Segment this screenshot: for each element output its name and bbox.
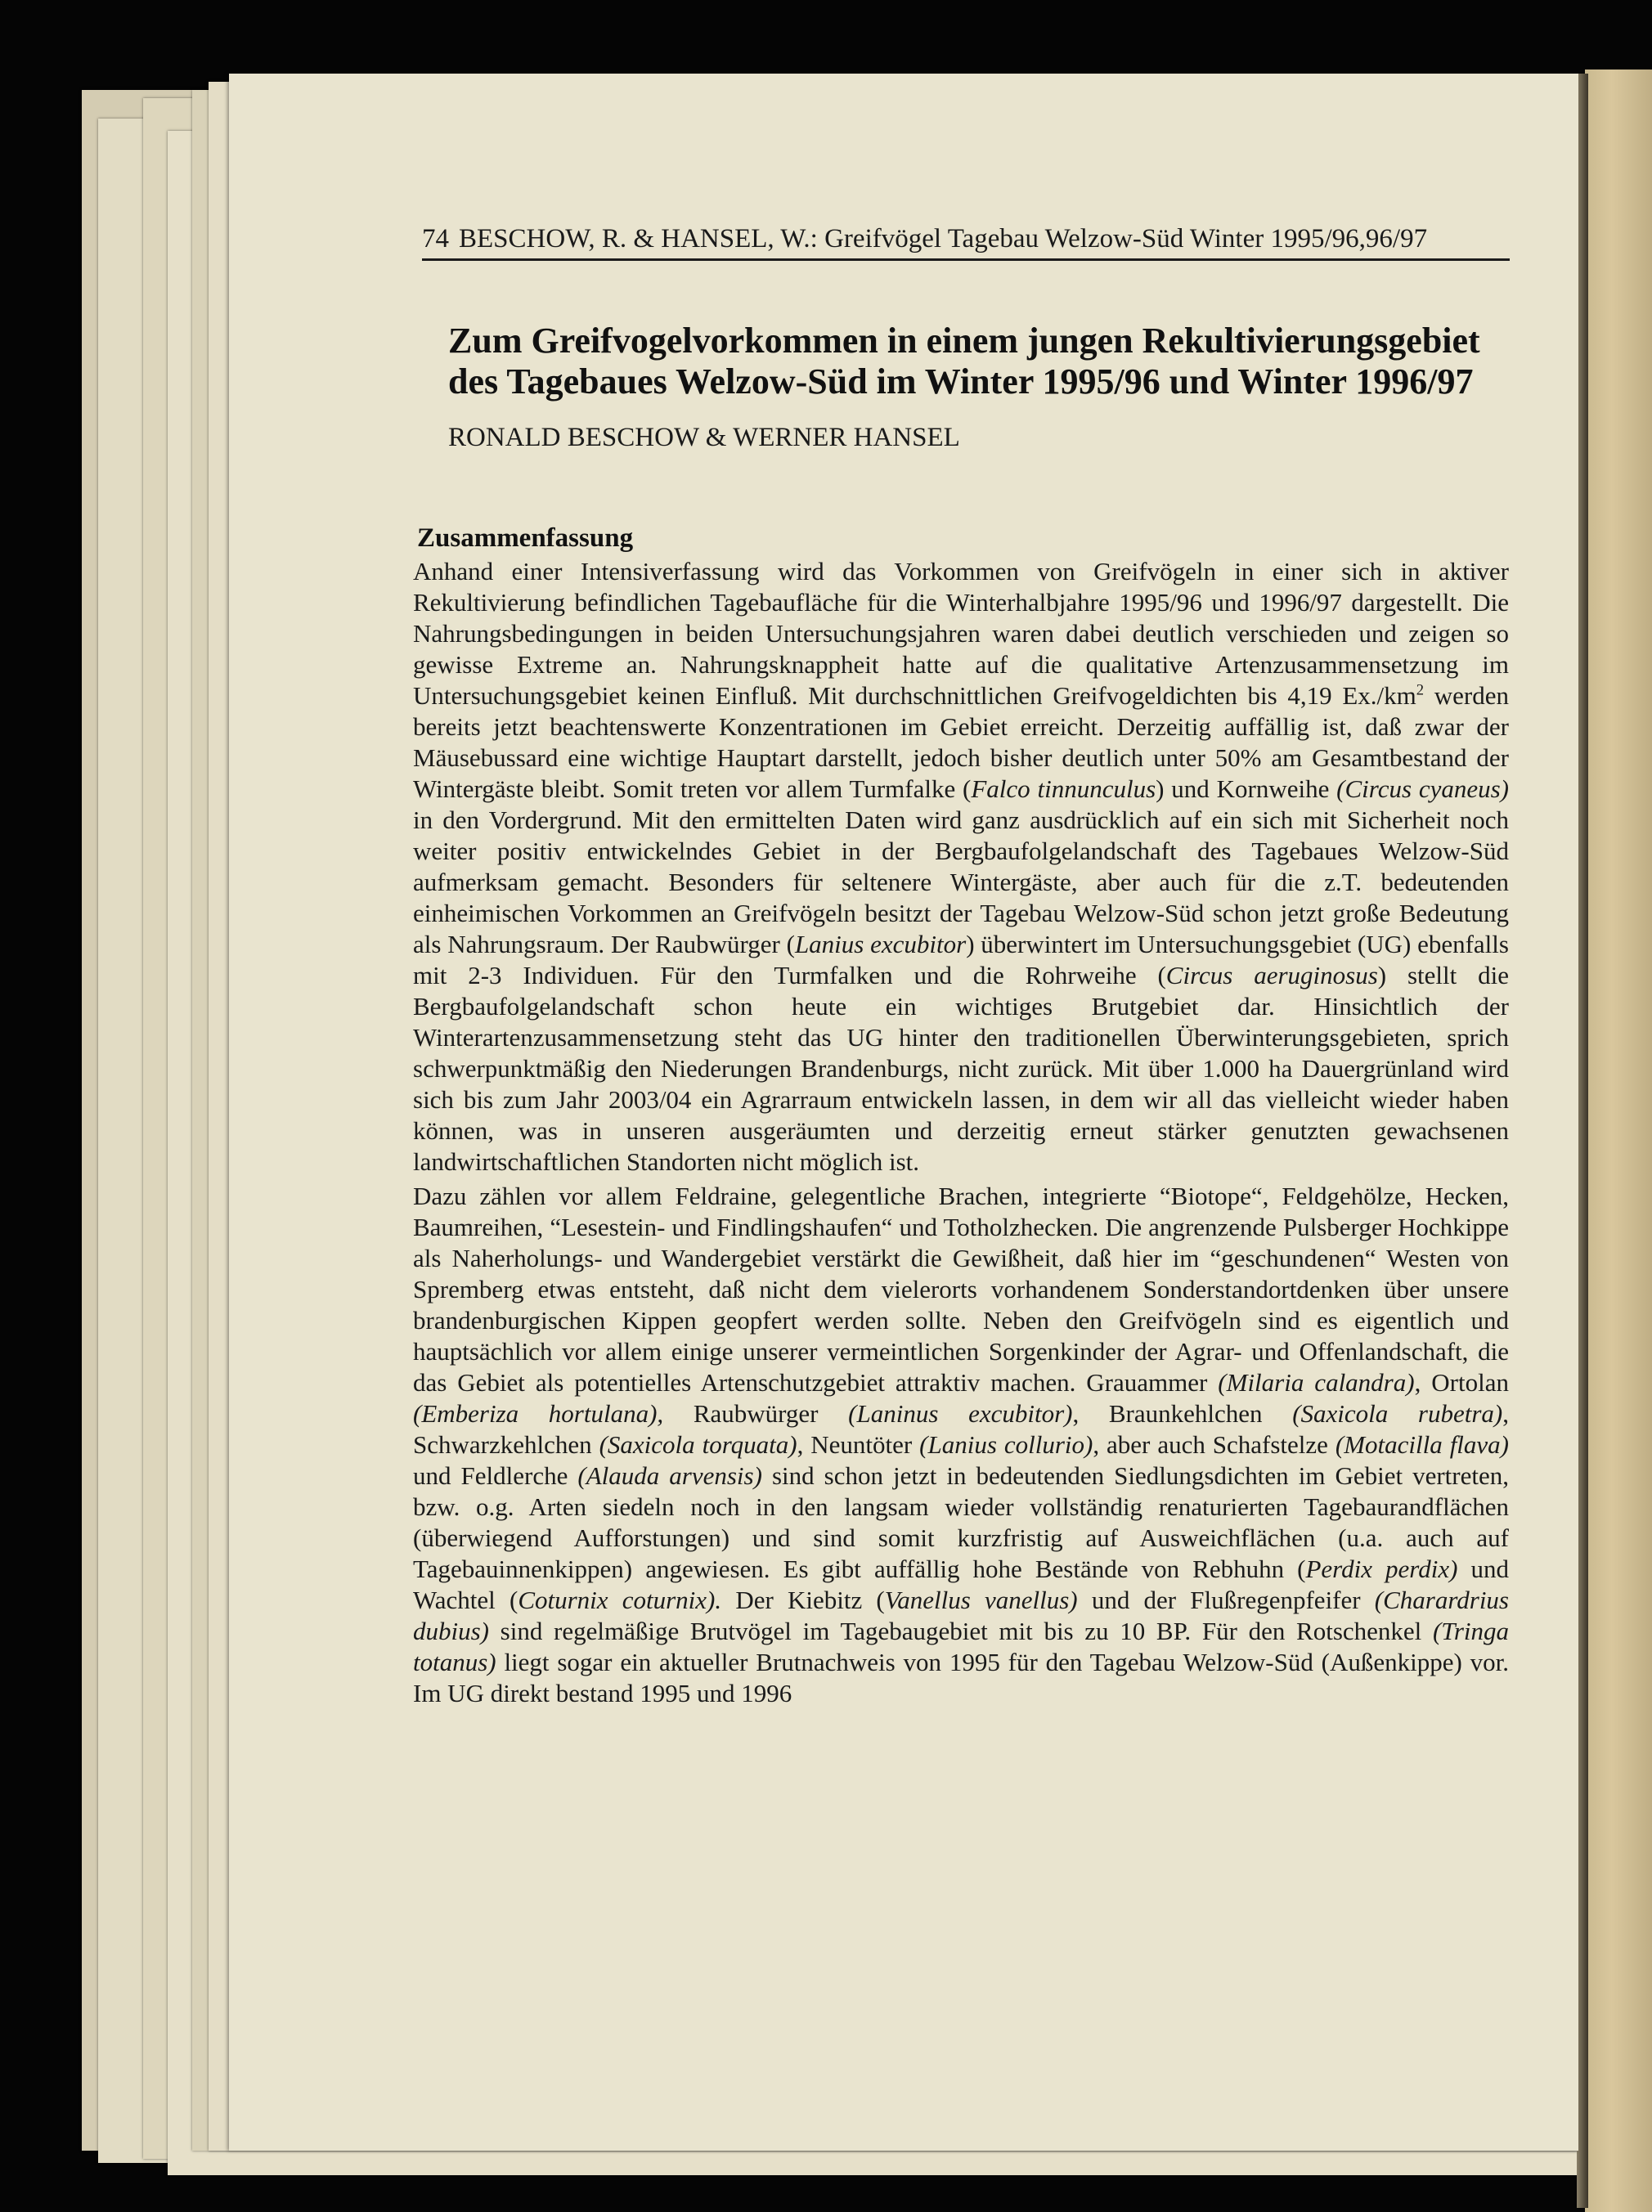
facing-page-edge (1585, 70, 1652, 2212)
book-gutter (1577, 74, 1588, 2208)
abstract-paragraph-1: Anhand einer Intensiverfassung wird das Vorkommen von Greifvögeln in einer sich in aktiver Rekultivierung befindlichen Tagebaufläche für die Winterhalbjahre 1995/96 und 1996/97 dargestellt. Die Nahrungsbedingungen in beiden Untersuchungsjahren waren dabei deutlich verschieden und zeigen so gewisse Extreme an. Nahrungsknappheit hatte auf die qualitative Artenzusammensetzung im Untersuchungsgebiet keinen Einfluß. Mit durchschnittlichen Greifvogeldichten bis 4,19 $Ex./km^2$ werden bereits jetzt beachtenswerte Konzentrationen im Gebiet erreicht. Derzeitig auffällig ist, daß zwar der Mäusebussard eine wichtige Hauptart darstellt, jedoch bisher deutlich unter 50% am Gesamtbestand der Wintergäste bleibt. Somit treten vor allem Turmfalke (Falco tinnunculus) und Kornweihe (Circus cyaneus) in den Vordergrund. Mit den ermittelten Daten wird ganz ausdrücklich auf ein sich mit Sicherheit noch weiter positiv entwickelndes Gebiet in der Bergbaufolgelandschaft des Tagebaues Welzow-Süd aufmerksam gemacht. Besonders für seltenere Wintergäste, aber auch für die z.T. bedeutenden einheimischen Vorkommen an Greifvögeln besitzt der Tagebau Welzow-Süd schon jetzt große Bedeutung als Nahrungsraum. Der Raubwürger (Lanius excubitor) überwintert im Untersuchungsgebiet (UG) ebenfalls mit 2-3 Individuen. Für den Turmfalken und die Rohrweihe (Circus aeruginosus) stellt die Bergbaufolgelandschaft schon heute ein wichtiges Brutgebiet dar. Hinsichtlich der Winterartenzusammensetzung steht das UG hinter den traditionellen Überwinterungsgebieten, sprich schwerpunktmäßig den Niederungen Brandenburgs, nicht zurück. Mit über 1.000 ha Dauergrünland wird sich bis zum Jahr 2003/04 ein Agrarraum entwickeln lassen, in dem wir all das vielleicht wieder haben können, was in unseren ausgeräumten und derzeitig erneut stärker genutzten gewachsenen landwirtschaftlichen Standorten nicht möglich ist. (413, 557, 1510, 1176)
running-header (422, 222, 1510, 261)
abstract-heading: Zusammenfassung (417, 523, 634, 553)
article-authors: RONALD BESCHOW & WERNER HANSEL (448, 423, 960, 452)
abstract-body (413, 556, 1509, 1709)
running-title: BESCHOW, R. & HANSEL, W.: Greifvögel Tagebau Welzow-Süd Winter 1995/96,96/97 (459, 224, 1428, 254)
page-number: 74 (422, 224, 449, 254)
article-title: Zum Greifvogelvorkommen in einem jungen Rekultivierungsgebiet des Tagebaues Welzow-Süd im Winter 1995/96 und Winter 1996/97 (448, 321, 1480, 402)
abstract-paragraph-2: Dazu zählen vor allem Feldraine, gelegentliche Brachen, integrierte “Biotope“, Feldgehölze, Hecken, Baumreihen, “Lesestein- und Findlingshaufen“ und Totholzhecken. Die angrenzende Pulsberger Hochkippe als Naherholungs- und Wandergebiet verstärkt die Gewißheit, daß hier im “geschundenen“ Westen von Spremberg etwas entsteht, daß nicht dem vielerorts vorhandenem Sonderstandortdenken über unsere brandenburgischen Kippen geopfert werden sollte. Neben den Greifvögeln sind es eigentlich und hauptsächlich vor allem einige unserer vermeintlichen Sorgenkinder der Agrar- und Offenlandschaft, die das Gebiet als potentielles Artenschutzgebiet attraktiv machen. Grauammer (Milaria calandra), Ortolan (Emberiza hortulana), Raubwürger (Laninus excubitor), Braunkehlchen (Saxicola rubetra), Schwarzkehlchen (Saxicola torquata), Neuntöter (Lanius collurio), aber auch Schafstelze (Motacilla flava) und Feldlerche (Alauda arvensis) sind schon jetzt in bedeutenden Siedlungsdichten im Gebiet vertreten, bzw. o.g. Arten siedeln noch in den langsam wieder vollständig renaturierten Tagebaurandflächen (überwiegend Aufforstungen) und sind somit kurzfristig auf Ausweichflächen (u.a. auch auf Tagebauinnenkippen) angewiesen. Es gibt auffällig hohe Bestände von Rebhuhn (Perdix perdix) und Wachtel (Coturnix coturnix). Der Kiebitz (Vanellus vanellus) und der Flußregenpfeifer (Charardrius dubius) sind regelmäßige Brutvögel im Tagebaugebiet mit bis zu 10 BP. Für den Rotschenkel (Tringa totanus) liegt sogar ein aktueller Brutnachweis von 1995 für den Tagebau Welzow-Süd (Außenkippe) vor. Im UG direkt bestand 1995 und 1996 (413, 1182, 1510, 1707)
